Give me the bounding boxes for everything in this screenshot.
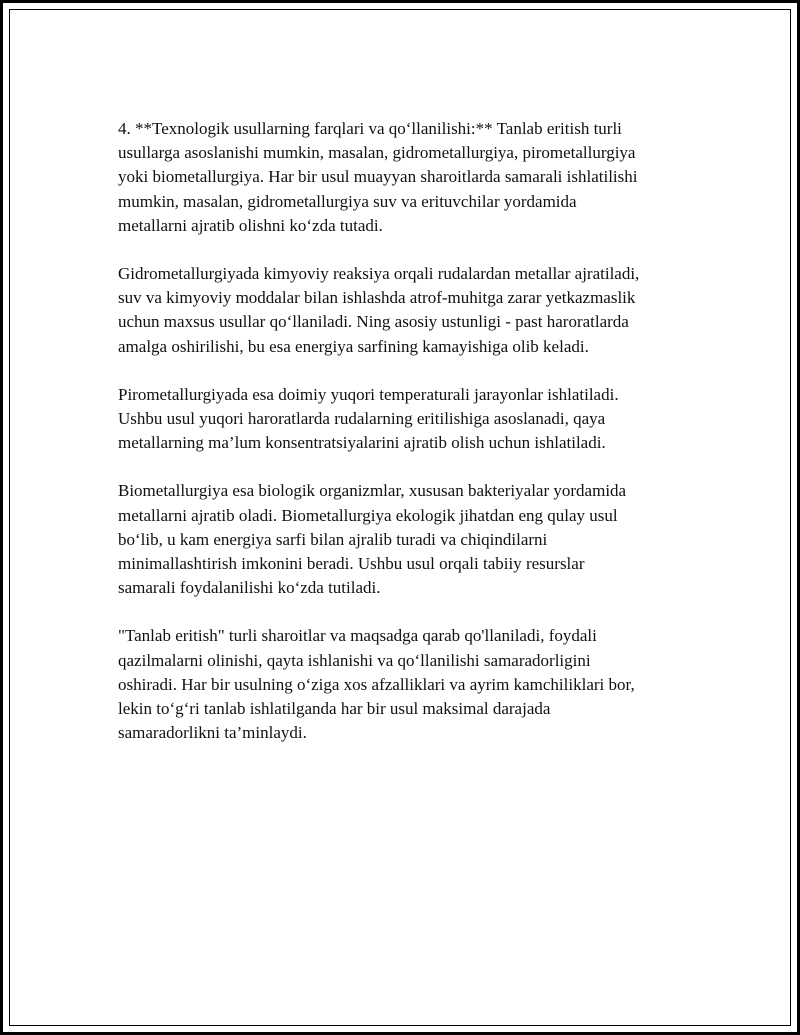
paragraph-pyrometallurgy: Pirometallurgiyada esa doimiy yuqori temperaturali jarayonlar ishlatiladi. Ushbu usul yuqori haroratlarda rudalarning eritilishiga asoslanadi, qaya metallarning ma’lum konsentratsiyalarini ajratib olish uchun ishlatiladi. [118, 384, 619, 453]
document-body [118, 117, 708, 769]
paragraph-biometallurgy: Biometallurgiya esa biologik organizmlar, xususan bakteriyalar yordamida metallarni ajratib oladi. Biometallurgiya ekologik jihatdan eng qulay usul bo‘lib, u kam energiya sarfi bilan ajralib turadi va chiqindilarni minimallashtirish imkonini beradi. Ushbu usul orqali tabiiy resurslar samarali foydalanilishi ko‘zda tutiladi. [118, 481, 627, 598]
paragraph-hydrometallurgy: Gidrometallurgiyada kimyoviy reaksiya orqali rudalardan metallar ajratiladi, suv va kimyoviy moddalar bilan ishlashda atrof-muhitga zarar yetkazmaslik uchun maxsus usullar qo‘llaniladi. Ning asosiy ustunligi - past haroratlarda amalga oshirilishi, bu esa energiya sarfining kamayishiga olib keladi. [118, 264, 640, 356]
paragraph-technological-methods: 4. **Texnologik usullarning farqlari va qo‘llanilishi:** Tanlab eritish turli usullarga asoslanishi mumkin, masalan, gidrometallurgiya, pirometallurgiya yoki biometallurgiya. Har bir usul muayyan sharoitlarda samarali ishlatilishi mumkin, masalan, gidrometallurgiya suv va erituvchilar yordamida metallarni ajratib olishni ko‘zda tutadi. [118, 119, 638, 235]
paragraph-conclusion: "Tanlab eritish" turli sharoitlar va maqsadga qarab qo'llaniladi, foydali qazilmalarni olinishi, qayta ishlanishi va qo‘llanilishi samaradorligini oshiradi. Har bir usulning o‘ziga xos afzalliklari va ayrim kamchiliklari bor, lekin to‘g‘ri tanlab ishlatilganda har bir usul maksimal darajada samaradorlikni ta’minlaydi. [118, 626, 635, 743]
